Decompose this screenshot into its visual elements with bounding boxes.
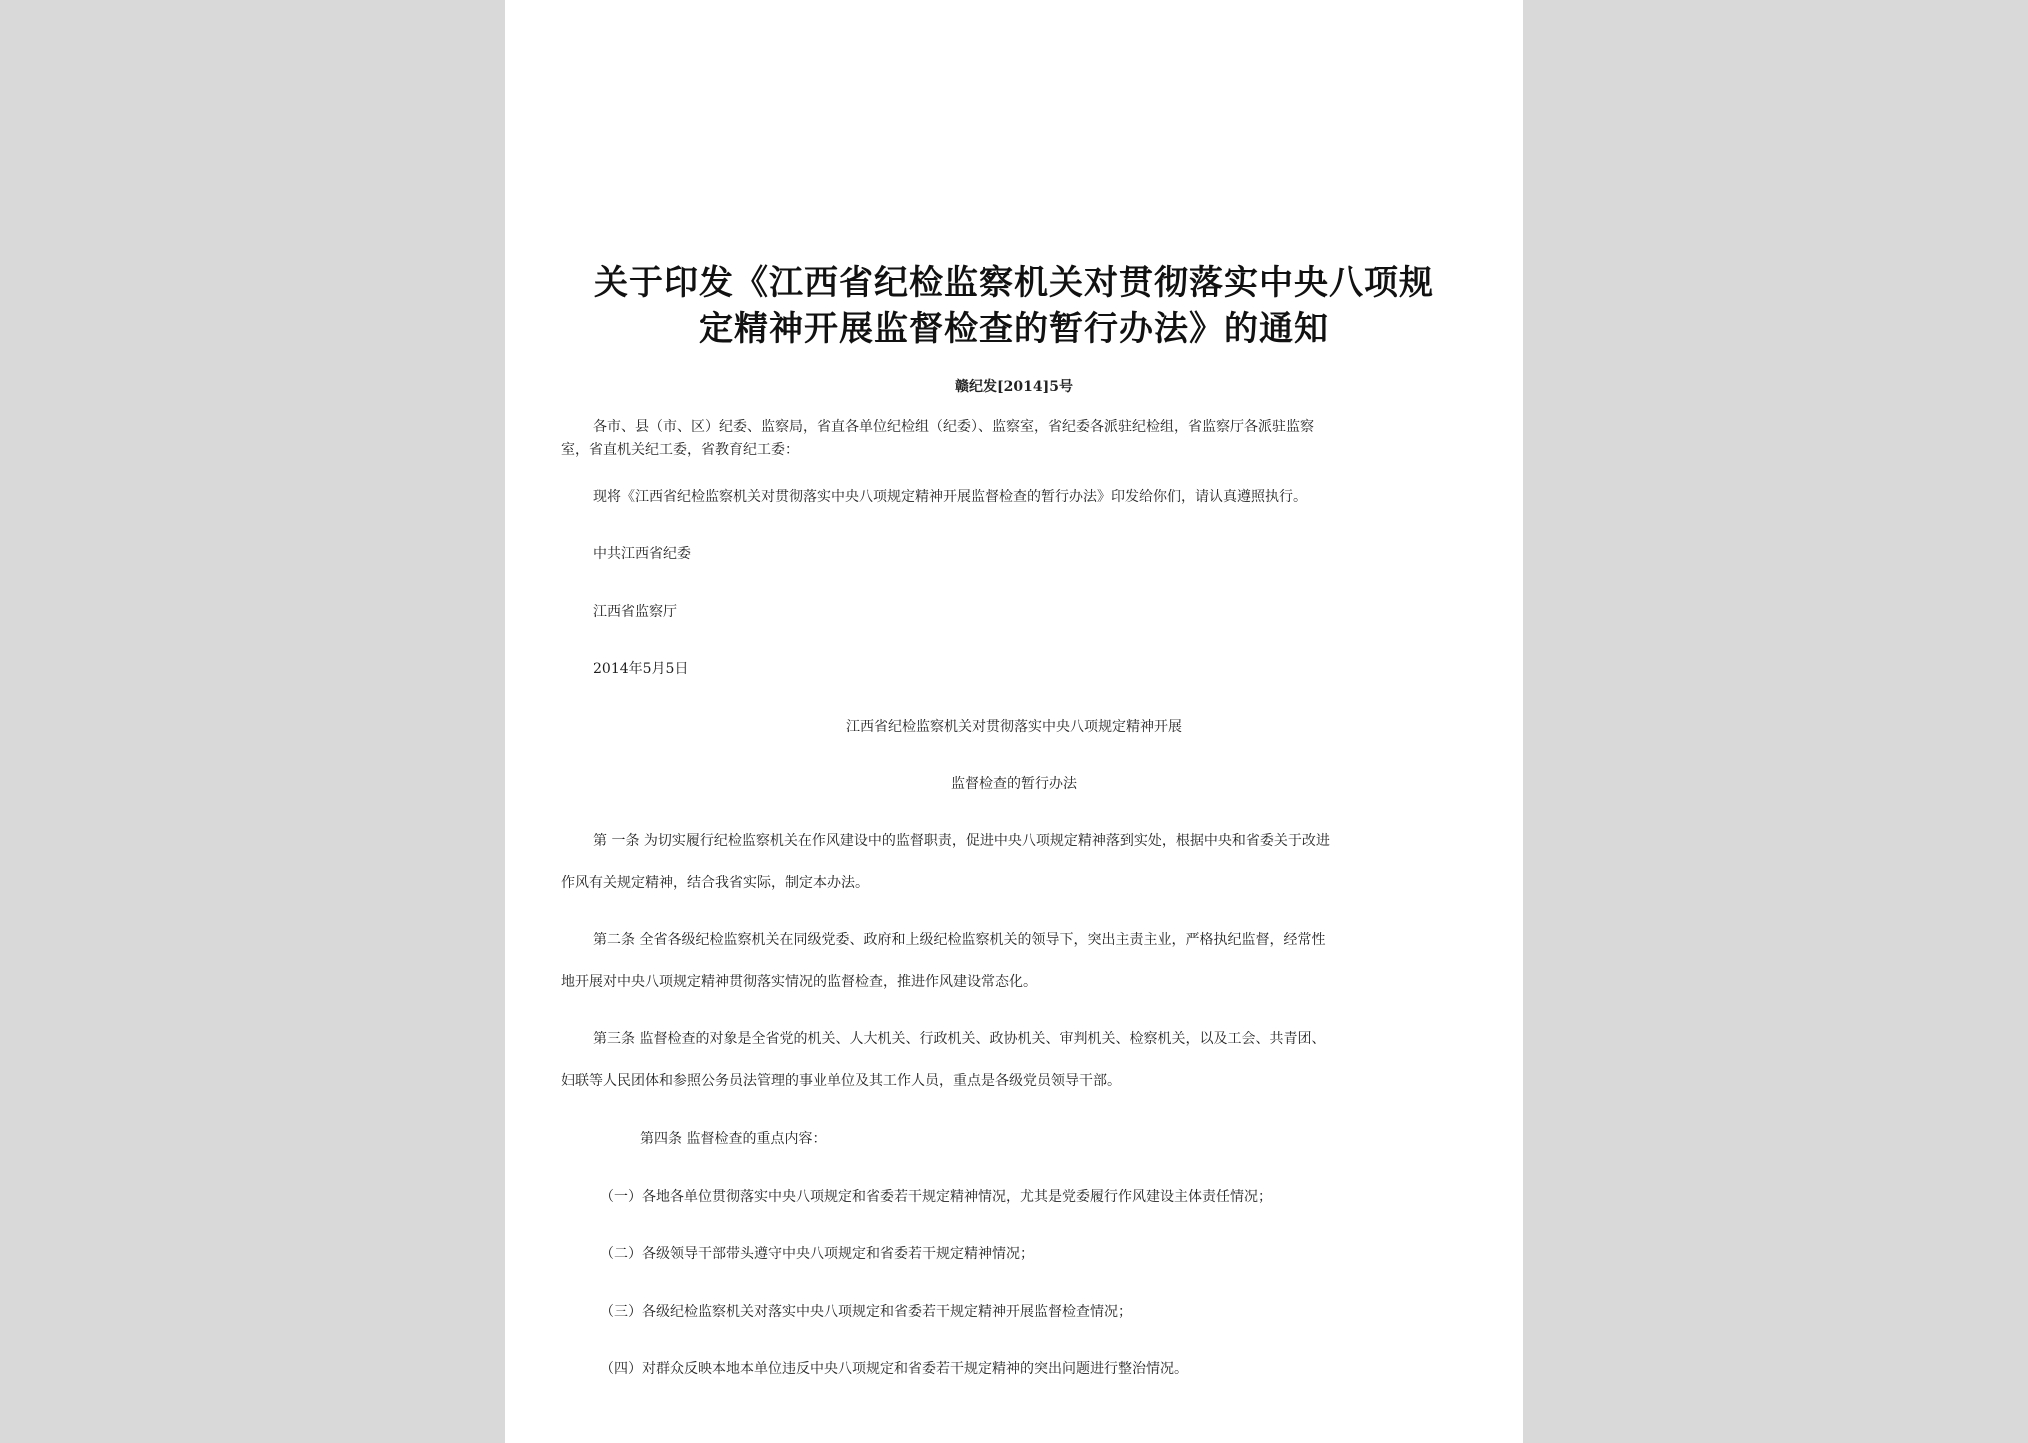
addressee-line-1: 各市、县（市、区）纪委、监察局，省直各单位纪检组（纪委）、监察室，省纪委各派驻纪检组，省监察厅各派驻监察	[593, 419, 1314, 435]
article-1-line-2: 作风有关规定精神，结合我省实际，制定本办法。	[561, 875, 869, 891]
article-1-line-1: 第 一条 为切实履行纪检监察机关在作风建设中的监督职责，促进中央八项规定精神落到实处，根据中央和省委关于改进	[593, 833, 1330, 849]
attachment-title-line-1: 江西省纪检监察机关对贯彻落实中央八项规定精神开展	[846, 719, 1182, 735]
article-2-line-2: 地开展对中央八项规定精神贯彻落实情况的监督检查，推进作风建设常态化。	[561, 974, 1037, 990]
article-4: 第四条 监督检查的重点内容：	[640, 1131, 827, 1147]
document-title-line-1: 关于印发《江西省纪检监察机关对贯彻落实中央八项规	[594, 263, 1434, 303]
article-3-line-2: 妇联等人民团体和参照公务员法管理的事业单位及其工作人员，重点是各级党员领导干部。	[561, 1073, 1121, 1089]
list-item: （四）对群众反映本地本单位违反中央八项规定和省委若干规定精神的突出问题进行整治情况。	[600, 1361, 1188, 1377]
addressee-line-2: 室，省直机关纪工委，省教育纪工委：	[561, 442, 799, 458]
article-3-line-1: 第三条 监督检查的对象是全省党的机关、人大机关、行政机关、政协机关、审判机关、检察机关，以及工会、共青团、	[593, 1031, 1326, 1047]
document-title	[545, 260, 1483, 352]
document-number: 赣纪发[2014]5号	[955, 379, 1073, 395]
document-title-line-2: 定精神开展监督检查的暂行办法》的通知	[699, 309, 1329, 349]
list-item: （一）各地各单位贯彻落实中央八项规定和省委若干规定精神情况，尤其是党委履行作风建设主体责任情况；	[600, 1189, 1272, 1205]
body-intro: 现将《江西省纪检监察机关对贯彻落实中央八项规定精神开展监督检查的暂行办法》印发给你们，请认真遵照执行。	[593, 489, 1307, 505]
document-page	[505, 0, 1523, 1443]
issuer-2: 江西省监察厅	[593, 604, 677, 620]
issue-date: 2014年5月5日	[593, 661, 689, 677]
article-2-line-1: 第二条 全省各级纪检监察机关在同级党委、政府和上级纪检监察机关的领导下，突出主责主业，严格执纪监督，经常性	[593, 932, 1326, 948]
issuer-1: 中共江西省纪委	[593, 546, 691, 562]
list-item: （三）各级纪检监察机关对落实中央八项规定和省委若干规定精神开展监督检查情况；	[600, 1304, 1132, 1320]
attachment-title-line-2: 监督检查的暂行办法	[951, 776, 1077, 792]
list-item: （二）各级领导干部带头遵守中央八项规定和省委若干规定精神情况；	[600, 1246, 1034, 1262]
